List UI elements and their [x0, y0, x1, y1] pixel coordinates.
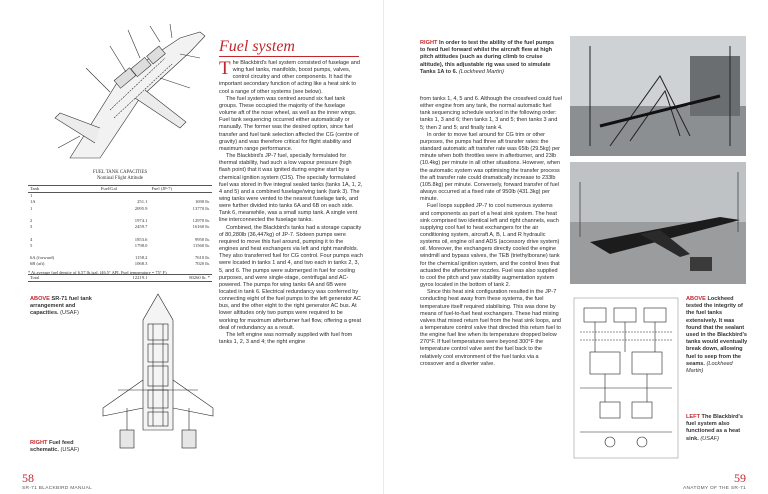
- body-paragraph: from tanks 1, 4, 5 and 6. Although the crossfeed could fuel either engine from any tank, the normal automatic fuel tank sequencing schedule worked in the following order: tanks 1, 3 and 6; then tanks 1, 3 and 5; then tanks 3 and 5; then 2 and 5; and finally tank 4.: [420, 96, 562, 131]
- table-cell: 5: [30, 242, 33, 248]
- caption-credit: (USAF): [700, 435, 719, 442]
- body-paragraph: In order to move fuel around for CG trim or other purposes, the pumps had three aft transfer rates: the standard automatic aft transfer rate was 65lb (29.5kg) per minute when both throttles were in afterburner, and 23lb (10.4kg) per minute in all other situations. However, when the automatic system was optimising the transfer process the aft transfer rate could dramatically increase to 233lb (105.8kg) per minute. Conversely, forward transfer of fuel always occurred at a fixed rate of 950lb (431.3kg) per minute.: [420, 131, 561, 203]
- body-paragraph: The fuel system was centred around six fuel tank groups. These occupied the majority of the fuselage volume aft of the nose wheel, as well as the inner wings. Fuel tank sequencing occurred either automatically or manually. The former was the desired option, since fuel transfer and fuel tank selection affected the CG (centre of gravity) and was therefore critical for flight stability and maximum range performance.: [219, 95, 359, 152]
- table-cell: 2095.9: [134, 205, 148, 211]
- caption-text: SR-71 fuel tank arrangement and capacities.: [30, 296, 92, 317]
- table-cell: 1690 lb.: [194, 199, 210, 205]
- table-row: [28, 193, 212, 200]
- body-paragraph: The Blackbird's JP-7 fuel, specially formulated for thermal stability, had such a low vapour pressure (high flash point) that it was ignited during engine start by a chemical ignition system (CIS). The specially formulated fuel was stored in five integral sealed tanks (tanks 1A, 1, 2, 4 and 5) and a combined fuselage/wing tank (tank 3). The wing tanks were vented to the nearest fuselage tank, and were further divided into tanks 6A and 6B on each side. Tank 6, meanwhile, was a small sump tank. A single vent line interconnected the fuselage tanks.: [219, 153, 363, 224]
- table-cell: Total: [28, 274, 99, 281]
- table-cell: 13770 lb.: [192, 205, 210, 211]
- caption-lead: RIGHT: [30, 440, 48, 446]
- table-cell: 12970 lb.: [192, 218, 210, 224]
- caption-feed-schematic: [30, 440, 94, 454]
- caption-lead: LEFT: [686, 414, 700, 420]
- fuel-capacity-table: [28, 185, 212, 282]
- caption-tank-integrity: [686, 296, 750, 375]
- caption-credit: (Lockheed Martin): [458, 68, 504, 75]
- table-cell: 1853.6: [134, 236, 148, 242]
- table-cell: 1A: [30, 199, 36, 205]
- table-header-row: [28, 186, 212, 193]
- table-cell: 6A (forward): [30, 255, 55, 261]
- table-cell: 1798.0: [134, 242, 148, 248]
- table-cell: 1974.1: [134, 218, 148, 224]
- body-paragraph: The Blackbird's fuel system consisted of fuselage and wing fuel tanks, manifolds, boost pumps, valves, control circuitry and other components. It had the important secondary function of acting like a heat sink to cool a range of other systems (see below).: [219, 60, 360, 95]
- table-cell: 2: [30, 218, 33, 224]
- table-cell: 1158.2: [134, 255, 148, 261]
- table-title-block: [28, 170, 212, 182]
- column-header: Tank: [28, 186, 99, 193]
- table-cell: 12219.1: [99, 274, 150, 281]
- body-column-3: [420, 96, 562, 476]
- caption-text: Fuel feed schematic.: [30, 440, 74, 454]
- table-cell: 80260 lb. *: [149, 274, 212, 281]
- table-cell: [149, 193, 212, 200]
- table-cell: 1068.3: [134, 261, 148, 267]
- body-column-1: [219, 60, 363, 475]
- running-head-left: SR-71 BLACKBIRD MANUAL: [22, 486, 93, 491]
- heading-rule: [219, 56, 359, 57]
- body-paragraph: Since this heat sink configuration resulted in the JP-7 conducting heat away from these systems, the fuel temperature itself required stabilising. This was done by means of fuel-to-fuel heat exchangers. These had mixing valves that mixed return fuel from the heat sink loops, and a temperature control valve that directed this return fuel to the engine fuel line when its temperature dropped below 270°F. If fuel temperatures were beyond 300°F the temperature control valve sent the fuel back to the relatively cool environment of the fuel tanks via a crossover and a diverter valve.: [420, 289, 561, 367]
- table-cell: 3: [30, 224, 33, 230]
- table-cell: 6B (aft): [30, 261, 45, 267]
- caption-credit: (USAF): [60, 447, 80, 454]
- running-head-right: ANATOMY OF THE SR-71: [683, 486, 746, 491]
- table-title: FUEL TANK CAPACITIES: [92, 170, 148, 175]
- caption-text: In order to test the ability of the fuel pumps to feed fuel forward whilst the aircraft flew at high pitch attitudes (such as during climb to cruise altitude), this adjustable rig was used to simulate Tanks 1A to 6.: [420, 40, 554, 75]
- table-footnote: * At average fuel density of 6.57 lb./gal. (46.5° API, Fuel temperature = 75° F): [28, 270, 167, 275]
- caption-heat-sink: [686, 414, 750, 443]
- table-cell: 4: [30, 236, 33, 242]
- table-cell: 11560 lb.: [192, 242, 210, 248]
- heat-sink-schematic: [570, 292, 682, 464]
- caption-tank-arrangement: [30, 296, 94, 318]
- caption-text: The Blackbird's fuel system also functioned as a heat sink.: [686, 414, 743, 442]
- table-cell: 251.1: [137, 199, 148, 205]
- caption-lead: RIGHT: [420, 40, 438, 46]
- test-rig-photo: [570, 36, 746, 156]
- column-header: Fuel/Gal: [99, 186, 150, 193]
- caption-credit: (USAF): [60, 310, 79, 317]
- caption-text: Lockheed tested the integrity of the fuel tanks extensively. It was found that the sealant used in the Blackbird's tanks would eventually break down, allowing fuel to seep from the seams.: [686, 296, 748, 367]
- caption-lead: ABOVE: [30, 296, 50, 302]
- table-cell: 16160 lb.: [192, 224, 210, 230]
- caption-credit: (Lockheed Martin): [686, 360, 733, 375]
- section-heading: Fuel system: [219, 38, 295, 55]
- table-subtitle: Nominal Flight Attitude: [96, 176, 144, 181]
- table-cell: [99, 193, 150, 200]
- body-paragraph: Combined, the Blackbird's tanks had a storage capacity of 80,280lb (36,447kg) of JP-7. Sixteen pumps were required to move this fuel around, pumping it to the engines and heat exchangers via left and right manifolds. They also transferred fuel for CG control. Four pumps each were located in tanks 1 and 4, and two each in tanks 2, 3, 5, and 6. The pumps were submerged in fuel for cooling purposes, and were single-stage, centrifugal and AC-powered. The pumps for wing tanks 6A and 6B were located in tank 6. Electrical redundancy was conferred by connecting eight of the fuel pumps to the left generator AC bus, and the other eight to the right generator AC bus. At lower altitudes only two pumps were required to be working for maximum afterburner fuel flow, offering a great deal of redundancy as a result.: [219, 224, 363, 331]
- drop-cap: T: [219, 60, 231, 79]
- table-cell: 1: [30, 193, 33, 199]
- caption-test-rig: [420, 40, 560, 76]
- column-header: Fuel (JP-7): [149, 186, 212, 193]
- page-number-left: 58: [22, 471, 34, 485]
- table-cell: 1: [30, 205, 33, 211]
- table-cell: 2459.7: [134, 224, 148, 230]
- right-page: [384, 0, 768, 494]
- table-cell: 7020 lb.: [194, 261, 210, 267]
- table-cell: 7610 lb.: [194, 255, 210, 261]
- fuel-feed-schematic: [98, 290, 218, 452]
- caption-lead: ABOVE: [686, 296, 706, 302]
- table-cell: 9950 lb.: [194, 236, 210, 242]
- body-paragraph: The left engine was normally supplied with fuel from tanks 1, 2, 3 and 4; the right engine: [219, 331, 353, 346]
- sr71-fuel-test-photo: [570, 162, 746, 284]
- page-number-right: 59: [734, 471, 746, 485]
- body-paragraph: Fuel loops supplied JP-7 to cool numerous systems and components as part of a heat sink system. The heat sink comprised two identical left and right channels, each supplying cool fuel to heat exchangers for the air conditioning system, aircraft A, B, L and R hydraulic systems oil, engine oil and ADS (accessory drive system) oil. Moreover, the exchangers directly cooled the engine windmill and bypass valves, the TEB (triethylborane) tank for the chemical ignition system, and the control lines that actuated the afterburner nozzles. Fuel was also supplied to cool the pitch and yaw stability augmentation system gyros located in the bottom of tank 2.: [420, 203, 560, 289]
- fuel-tank-arrangement-drawing: [40, 18, 218, 168]
